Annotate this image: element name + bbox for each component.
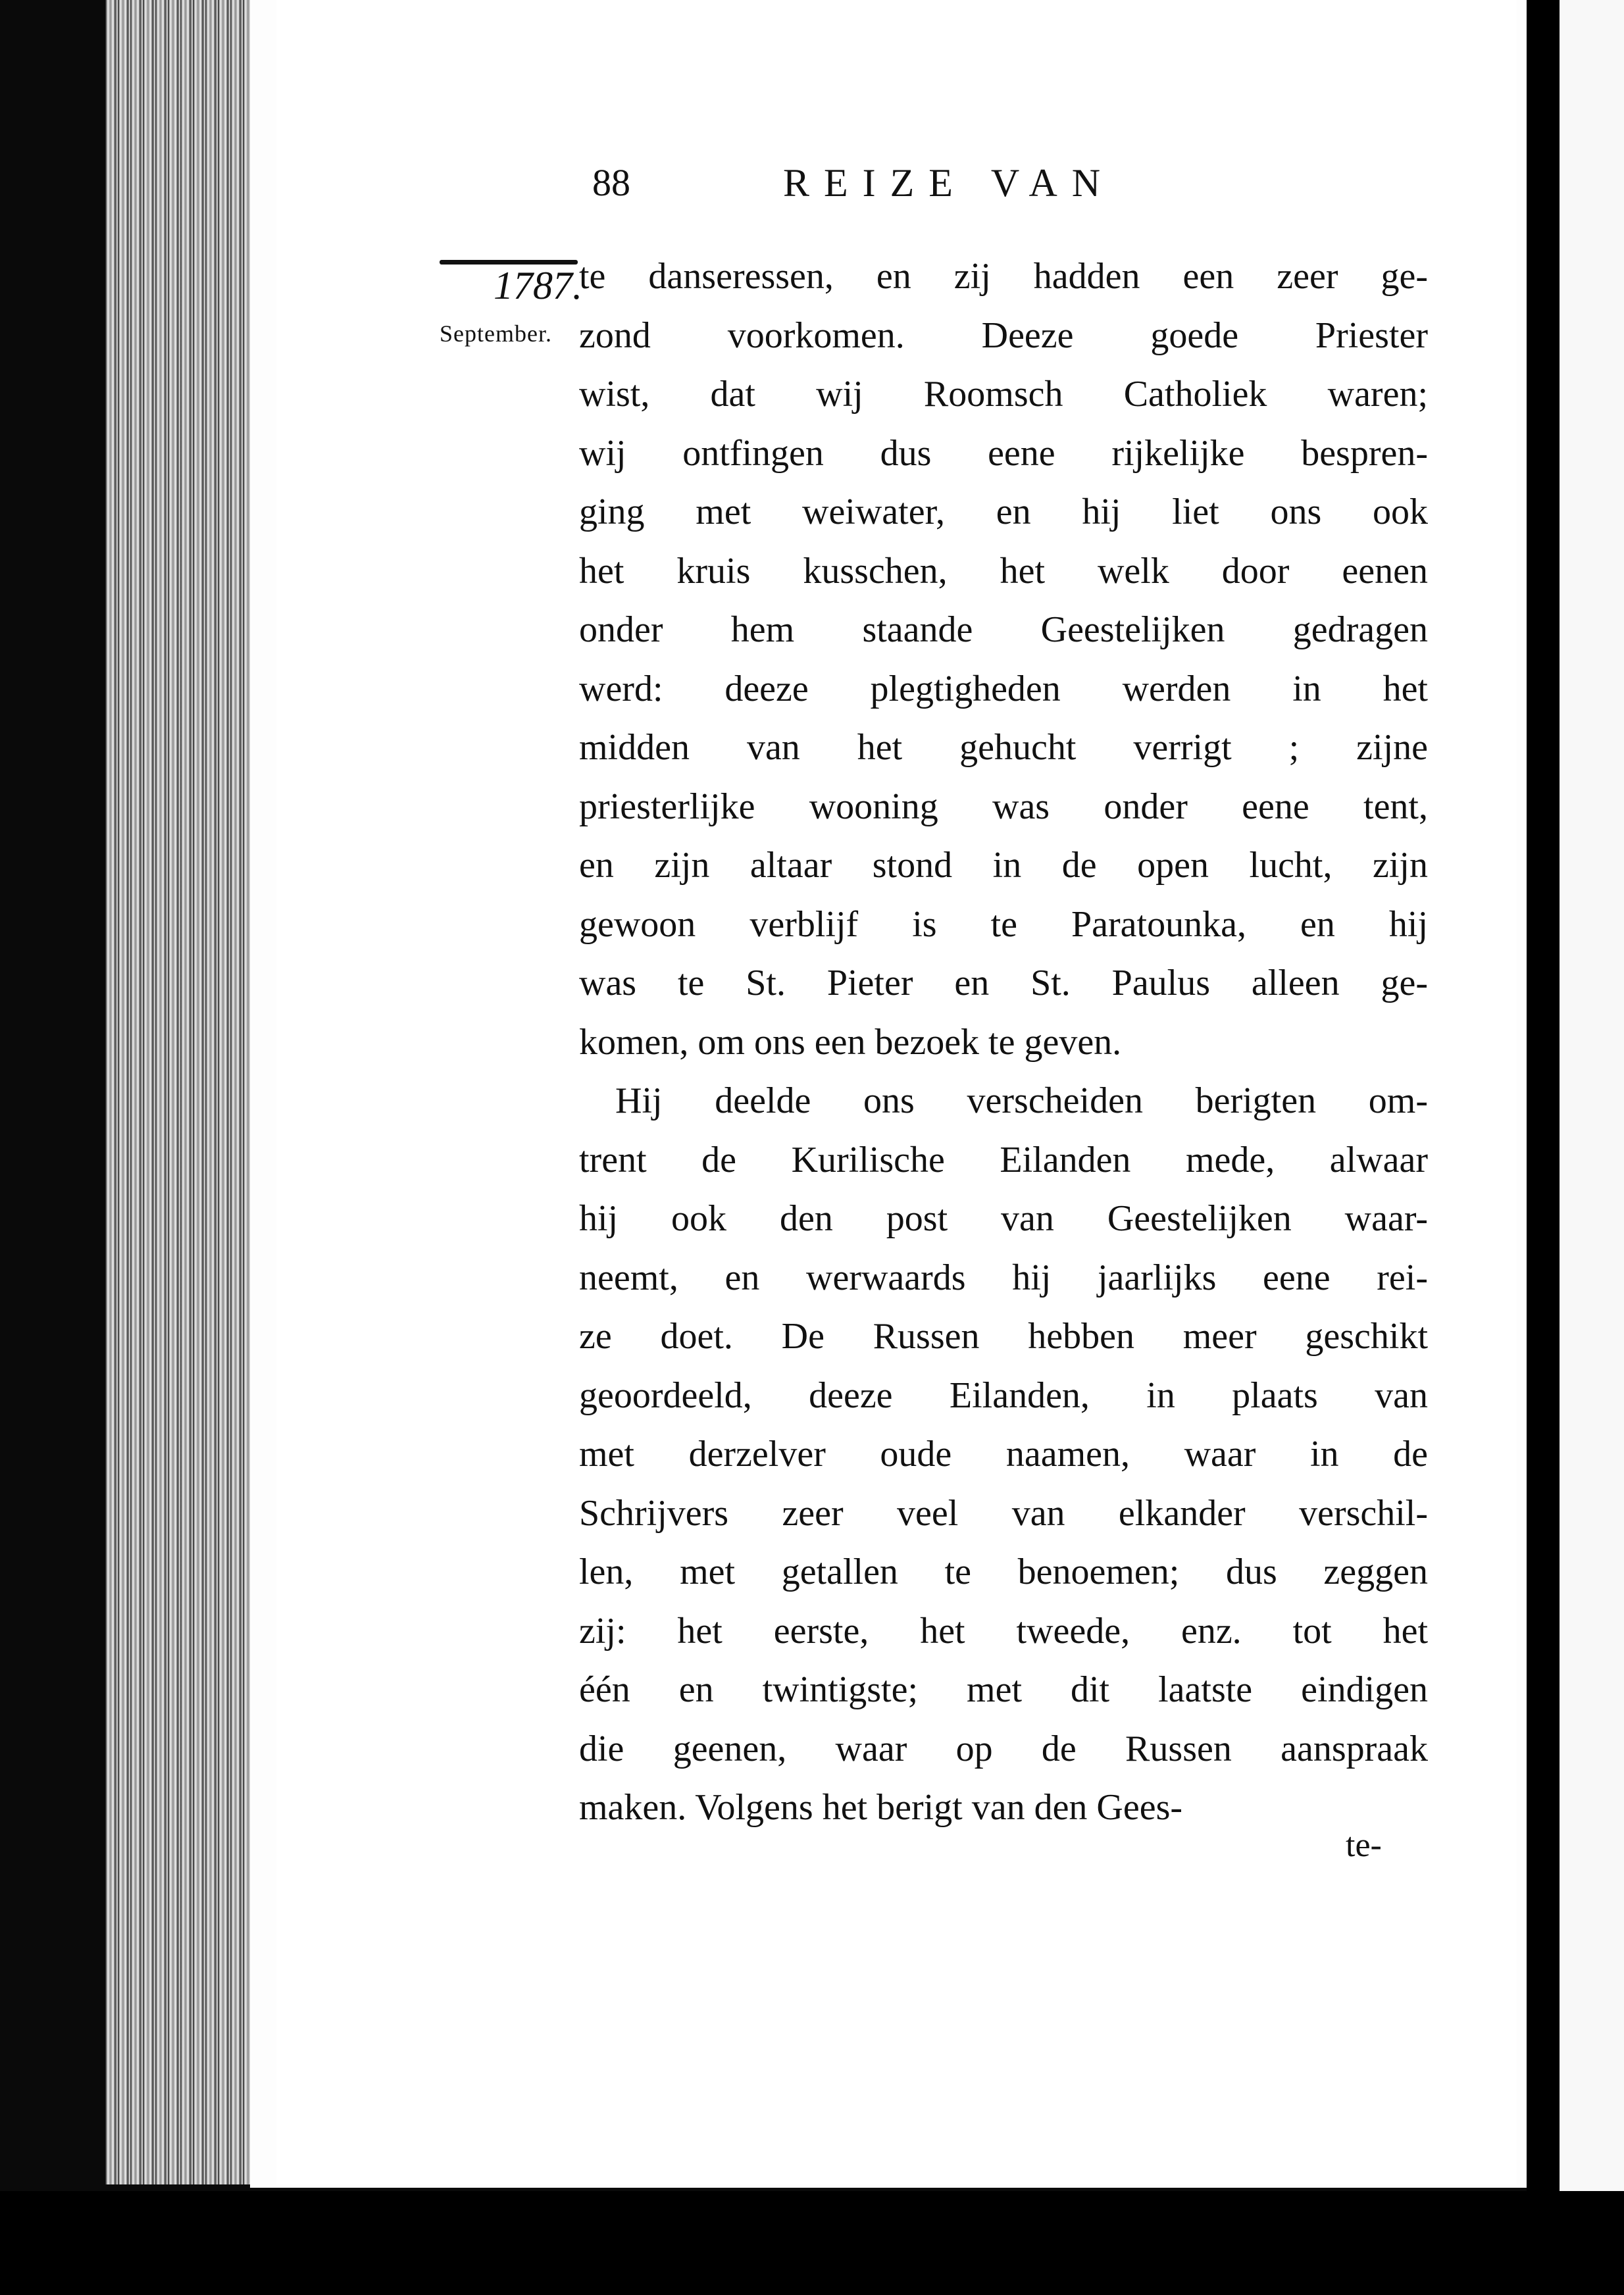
- margin-month: September.: [440, 320, 552, 347]
- text-line: wij ontfingen dus eene rijkelijke bespren-: [579, 432, 1428, 474]
- text-line: maken. Volgens het berigt van den Gees-: [579, 1787, 1183, 1828]
- text-line: werd: deeze plegtigheden werden in het: [579, 668, 1428, 709]
- text-line: één en twintigste; met dit laatste eindigen: [579, 1669, 1428, 1710]
- text-line: Hij deelde ons verscheiden berigten om-: [615, 1080, 1428, 1121]
- text-line: onder hem staande Geestelijken gedragen: [579, 609, 1428, 650]
- scan-border: [0, 2191, 1624, 2295]
- text-line: het kruis kusschen, het welk door eenen: [579, 550, 1428, 592]
- text-line: priesterlijke wooning was onder eene tent,: [579, 786, 1428, 827]
- text-line: was te St. Pieter en St. Paulus alleen ge-: [579, 963, 1428, 1003]
- text-line: midden van het gehucht verrigt ; zijne: [579, 727, 1428, 768]
- text-line: met derzelver oude naamen, waar in de: [579, 1434, 1428, 1475]
- text-line: trent de Kurilische Eilanden mede, alwaar: [579, 1139, 1428, 1180]
- text-line: ze doet. De Russen hebben meer geschikt: [579, 1316, 1428, 1357]
- running-head: REIZE VAN: [783, 161, 1115, 205]
- margin-year: 1787.: [494, 264, 582, 307]
- binding-gutter: [1527, 0, 1560, 2295]
- text-line: hij ook den post van Geestelijken waar-: [579, 1198, 1428, 1239]
- text-line: gewoon verblijf is te Paratounka, en hij: [579, 903, 1428, 945]
- text-line: te danseressen, en zij hadden een zeer ge-: [579, 256, 1428, 297]
- text-line: ging met weiwater, en hij liet ons ook: [579, 492, 1428, 532]
- text-line: geoordeeld, deeze Eilanden, in plaats van: [579, 1374, 1428, 1416]
- text-line: len, met getallen te benoemen; dus zeggen: [579, 1551, 1428, 1592]
- text-line: die geenen, waar op de Russen aanspraak: [579, 1728, 1428, 1769]
- text-line: neemt, en werwaards hij jaarlijks eene rei-: [579, 1257, 1428, 1298]
- facing-page-edge: [1560, 0, 1624, 2224]
- text-line: zond voorkomen. Deeze goede Priester: [579, 315, 1428, 356]
- text-line: zij: het eerste, het tweede, enz. tot het: [579, 1610, 1428, 1652]
- text-line: wist, dat wij Roomsch Catholiek waren;: [579, 374, 1428, 415]
- text-line: komen, om ons een bezoek te geven.: [579, 1021, 1122, 1063]
- catchword: te-: [1346, 1827, 1382, 1864]
- page-number: 88: [592, 161, 630, 204]
- text-line: en zijn altaar stond in de open lucht, zijn: [579, 845, 1428, 886]
- text-line: Schrijvers zeer veel van elkander verschil-: [579, 1492, 1428, 1534]
